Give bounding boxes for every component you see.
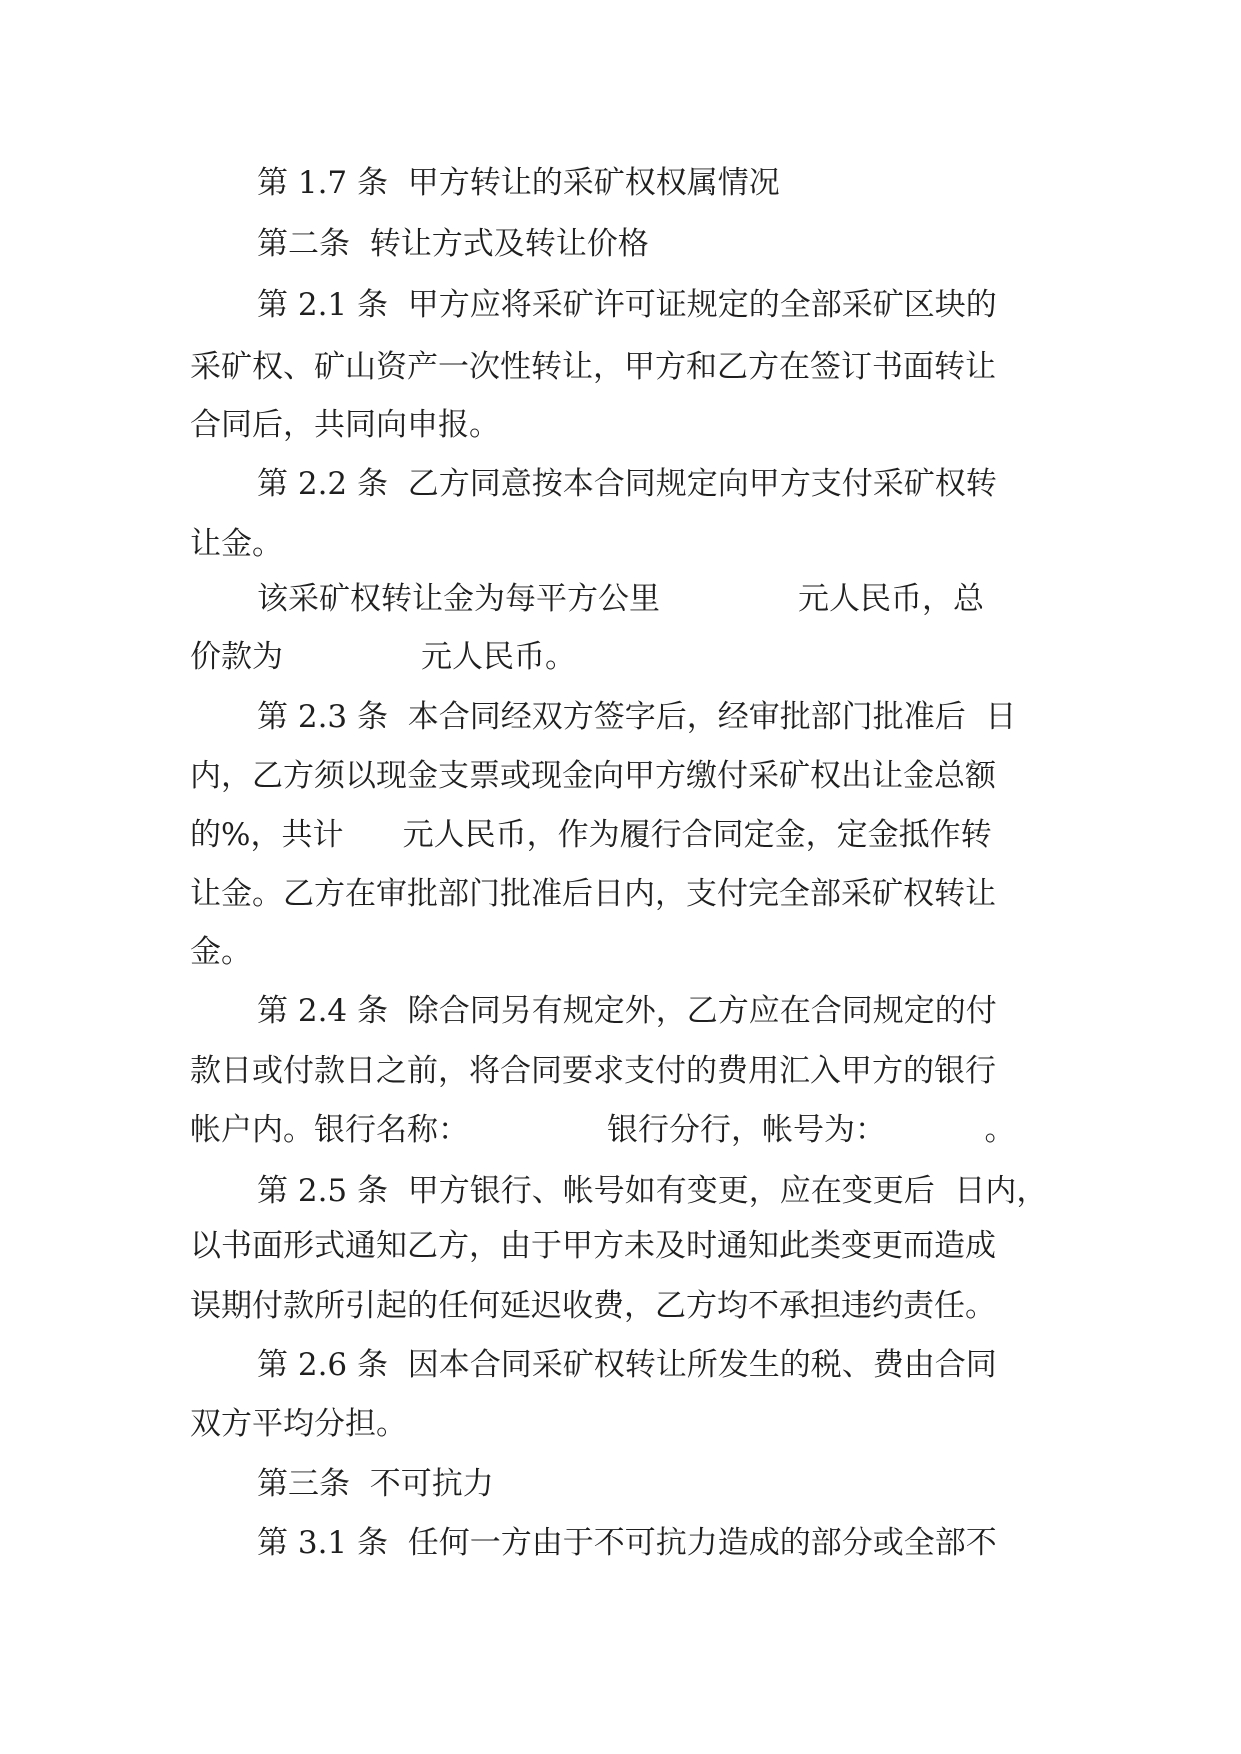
clause-2-1-line-2: 采矿权、矿山资产一次性转让，甲方和乙方在签订书面转让 bbox=[190, 349, 996, 385]
clause-2-3-line-5: 金。 bbox=[190, 934, 252, 970]
transfer-fee-line-2: 价款为 元人民币。 bbox=[190, 639, 576, 675]
clause-2-3-line-4: 让金。乙方在审批部门批准后日内，支付完全部采矿权转让 bbox=[190, 876, 996, 912]
clause-2-1-line-1: 第 2.1 条 甲方应将采矿许可证规定的全部采矿区块的 bbox=[257, 287, 997, 323]
clause-2-4-line-1: 第 2.4 条 除合同另有规定外，乙方应在合同规定的付 bbox=[257, 993, 997, 1029]
transfer-fee-line-1: 该采矿权转让金为每平方公里 元人民币，总 bbox=[257, 581, 984, 617]
clause-2-6-line-2: 双方平均分担。 bbox=[190, 1406, 407, 1442]
clause-2-5-line-1: 第 2.5 条 甲方银行、帐号如有变更，应在变更后 日内， bbox=[257, 1173, 1048, 1209]
clause-2-6-line-1: 第 2.6 条 因本合同采矿权转让所发生的税、费由合同 bbox=[257, 1347, 997, 1383]
clause-2-2-line-2: 让金。 bbox=[190, 526, 283, 562]
clause-2-1-line-3: 合同后，共同向申报。 bbox=[190, 407, 500, 443]
clause-2-4-line-2: 款日或付款日之前，将合同要求支付的费用汇入甲方的银行 bbox=[190, 1053, 996, 1089]
clause-2-3-line-1: 第 2.3 条 本合同经双方签字后，经审批部门批准后 日 bbox=[257, 699, 1017, 735]
clause-2-3-line-2: 内，乙方须以现金支票或现金向甲方缴付采矿权出让金总额 bbox=[190, 758, 996, 794]
clause-3-1-line-1: 第 3.1 条 任何一方由于不可抗力造成的部分或全部不 bbox=[257, 1525, 997, 1561]
article-3-heading: 第三条 不可抗力 bbox=[257, 1466, 494, 1502]
clause-2-2-line-1: 第 2.2 条 乙方同意按本合同规定向甲方支付采矿权转 bbox=[257, 466, 997, 502]
clause-2-5-line-2: 以书面形式通知乙方，由于甲方未及时通知此类变更而造成 bbox=[190, 1228, 996, 1264]
clause-2-3-line-3: 的%，共计 元人民币，作为履行合同定金，定金抵作转 bbox=[190, 817, 992, 853]
clause-2-4-line-3: 帐户内。银行名称： 银行分行，帐号为： 。 bbox=[190, 1112, 1016, 1148]
clause-2-5-line-3: 误期付款所引起的任何延迟收费，乙方均不承担违约责任。 bbox=[190, 1288, 996, 1324]
article-2-heading: 第二条 转让方式及转让价格 bbox=[257, 226, 649, 262]
clause-1-7-heading: 第 1.7 条 甲方转让的采矿权权属情况 bbox=[257, 165, 780, 201]
